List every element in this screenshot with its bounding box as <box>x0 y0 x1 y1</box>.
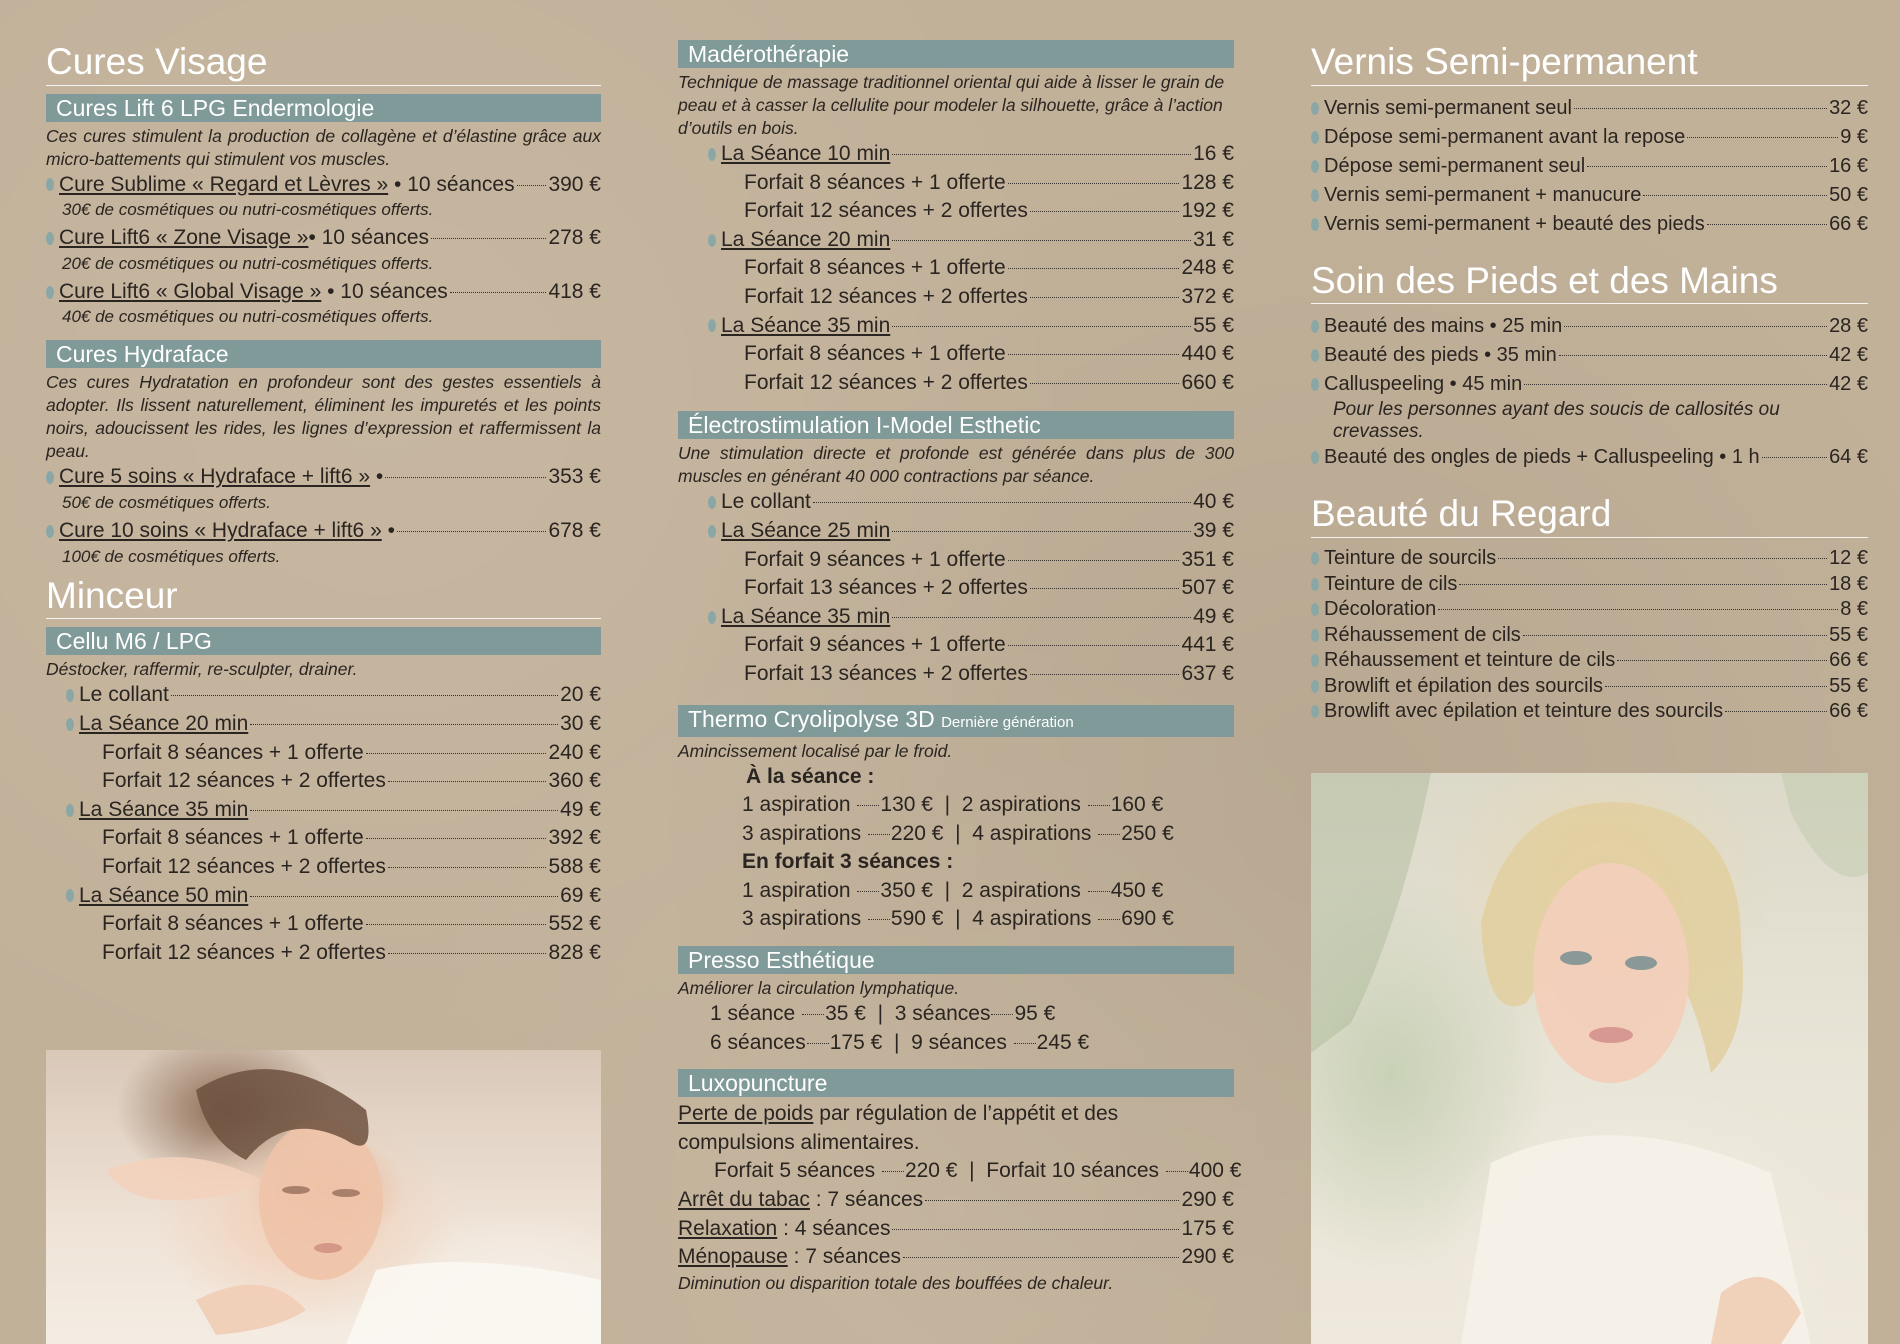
price-row: La Séance 35 min 49 € <box>46 796 601 825</box>
price-row: Ménopause : 7 séances 290 € <box>678 1245 1234 1269</box>
luxo-forfait-row: Forfait 5 séances 220 € | Forfait 10 séances 400 € <box>714 1159 1242 1183</box>
price-row: Beauté des pieds • 35 min 42 € <box>1311 341 1868 370</box>
column-left <box>46 38 601 967</box>
price-row: Réhaussement de cils 55 € <box>1311 623 1868 649</box>
price-row: Forfait 8 séances + 1 offerte 128 € <box>744 170 1234 194</box>
price-row: Dépose semi-permanent seul 16 € <box>1311 152 1868 181</box>
offer-note: 100€ de cosmétiques offerts. <box>62 546 281 566</box>
price-row: Cure 10 soins « Hydraface + lift6 » • 678 € <box>46 517 601 546</box>
offer-note: 20€ de cosmétiques ou nutri-cosmétiques offerts. <box>62 253 434 273</box>
bar-electrostimulation: Électrostimulation I-Model Esthetic <box>678 411 1234 439</box>
price-row: Décoloration 8 € <box>1311 597 1868 623</box>
price-row: Forfait 8 séances + 1 offerte 240 € <box>102 740 601 764</box>
price-row: La Séance 35 min 55 € <box>678 312 1234 341</box>
bar-cures-hydraface: Cures Hydraface <box>46 340 601 368</box>
presso-row: 1 séance 35 € | 3 séances 95 € <box>710 1002 1056 1026</box>
price-row: Vernis semi-permanent seul 32 € <box>1311 94 1868 123</box>
desc-cures-hydraface: Ces cures Hydratation en profondeur sont des gestes essentiels à adopter. Ils lissent naturellement, éliminent les impuretés et les points noirs, adoucissent les rides, les lignes d’expression et raffermissent la peau. <box>46 372 601 462</box>
price-row: Browlift avec épilation et teinture des sourcils 66 € <box>1311 699 1868 725</box>
price-row: Vernis semi-permanent + beauté des pieds 66 € <box>1311 210 1868 239</box>
price-row: La Séance 10 min 16 € <box>678 140 1234 169</box>
bar-thermo-cryolipolyse: Thermo Cryolipolyse 3D Dernière génération <box>678 705 1234 737</box>
section-title-beaute-regard: Beauté du Regard <box>1311 490 1868 538</box>
price-row: Forfait 8 séances + 1 offerte 552 € <box>102 912 601 936</box>
thermo-row: 3 aspirations 220 € | 4 aspirations 250 € <box>742 821 1174 845</box>
offer-note: 40€ de cosmétiques ou nutri-cosmétiques offerts. <box>62 307 434 327</box>
bar-cures-lift6: Cures Lift 6 LPG Endermologie <box>46 94 601 122</box>
thermo-heading-forfait: En forfait 3 séances : <box>742 850 954 874</box>
thermo-row: 1 aspiration 130 € | 2 aspirations 160 € <box>742 793 1164 817</box>
desc-thermo: Amincissement localisé par le froid. <box>678 740 953 761</box>
price-row: La Séance 50 min 69 € <box>46 882 601 911</box>
bar-presso-esthetique: Presso Esthétique <box>678 946 1234 974</box>
price-row: La Séance 35 min 49 € <box>678 603 1234 632</box>
price-row: Forfait 9 séances + 1 offerte 441 € <box>744 633 1234 657</box>
desc-maderotherapie: Technique de massage traditionnel oriental qui aide à lisser le grain de peau et à casser la cellulite pour modeler la silhouette, grâce à l’action d’outils en bois. <box>678 72 1225 138</box>
price-row: Relaxation : 4 séances 175 € <box>678 1216 1234 1240</box>
offer-note: 30€ de cosmétiques ou nutri-cosmétiques offerts. <box>62 200 434 220</box>
price-row: Forfait 8 séances + 1 offerte 440 € <box>744 342 1234 366</box>
price-row: Beauté des ongles de pieds + Calluspeeling • 1 h 64 € <box>1311 443 1868 472</box>
bar-maderotherapie: Madérothérapie <box>678 40 1234 68</box>
desc-presso: Améliorer la circulation lymphatique. <box>678 978 960 999</box>
section-title-minceur: Minceur <box>46 572 601 620</box>
price-row: Forfait 12 séances + 2 offertes 192 € <box>744 199 1234 223</box>
price-row: Dépose semi-permanent avant la repose 9 € <box>1311 123 1868 152</box>
price-row: Arrêt du tabac : 7 séances 290 € <box>678 1188 1234 1212</box>
price-row: La Séance 25 min 39 € <box>678 517 1234 546</box>
price-row: Cure 5 soins « Hydraface + lift6 » • 353 € <box>46 463 601 492</box>
luxo-perte-de-poids: Perte de poids par régulation de l’appétit et des compulsions alimentaires. <box>678 1102 1119 1154</box>
price-row: Forfait 12 séances + 2 offertes 360 € <box>102 769 601 793</box>
price-row: Le collant 20 € <box>46 681 601 710</box>
price-row: Forfait 13 séances + 2 offertes 507 € <box>744 576 1234 600</box>
desc-cures-lift6: Ces cures stimulent la production de collagène et d’élastine grâce aux micro-battements qui stimulent vos muscles. <box>46 125 601 169</box>
price-row: Réhaussement et teinture de cils 66 € <box>1311 648 1868 674</box>
price-row: Forfait 8 séances + 1 offerte 248 € <box>744 256 1234 280</box>
thermo-row: 3 aspirations 590 € | 4 aspirations 690 € <box>742 907 1174 931</box>
desc-electrostimulation: Une stimulation directe et profonde est générée dans plus de 300 muscles en générant 40 000 contractions par séance. <box>678 443 1234 487</box>
thermo-heading-seance: À la séance : <box>746 764 875 788</box>
thermo-row: 1 aspiration 350 € | 2 aspirations 450 € <box>742 878 1164 902</box>
price-row: Calluspeeling • 45 min 42 € <box>1311 370 1868 399</box>
column-right <box>1311 38 1868 725</box>
column-middle <box>678 40 1242 1295</box>
price-row: Beauté des mains • 25 min 28 € <box>1311 312 1868 341</box>
price-row: Cure Lift6 « Zone Visage »• 10 séances 278 € <box>46 224 601 253</box>
price-row: Vernis semi-permanent + manucure 50 € <box>1311 181 1868 210</box>
offer-note: 50€ de cosmétiques offerts. <box>62 493 271 513</box>
price-row: Cure Lift6 « Global Visage » • 10 séances 418 € <box>46 278 601 307</box>
price-row: Teinture de cils 18 € <box>1311 572 1868 598</box>
luxo-note: Diminution ou disparition totale des bouffées de chaleur. <box>678 1272 1114 1293</box>
section-title-vernis: Vernis Semi-permanent <box>1311 38 1868 86</box>
price-row: Forfait 12 séances + 2 offertes 828 € <box>102 940 601 964</box>
price-row: Le collant 40 € <box>678 488 1234 517</box>
desc-cellu-m6: Déstocker, raffermir, re-sculpter, drainer. <box>46 659 358 680</box>
price-row: Browlift et épilation des sourcils 55 € <box>1311 674 1868 700</box>
price-row: Forfait 8 séances + 1 offerte 392 € <box>102 826 601 850</box>
calluspeeling-note: Pour les personnes ayant des soucis de callosités ou crevasses. <box>1333 399 1780 443</box>
spa-facial-massage-photo <box>46 1050 601 1344</box>
price-row: Forfait 12 séances + 2 offertes 372 € <box>744 284 1234 308</box>
section-title-cures-visage: Cures Visage <box>46 38 601 86</box>
price-row: La Séance 20 min 31 € <box>678 226 1234 255</box>
bar-luxopuncture: Luxopuncture <box>678 1069 1234 1097</box>
section-title-soin-pieds-mains: Soin des Pieds et des Mains <box>1311 257 1868 305</box>
price-row: La Séance 20 min 30 € <box>46 710 601 739</box>
price-row: Forfait 12 séances + 2 offertes 588 € <box>102 854 601 878</box>
price-row: Teinture de sourcils 12 € <box>1311 546 1868 572</box>
blonde-woman-portrait-photo <box>1311 773 1868 1344</box>
presso-row: 6 séances 175 € | 9 séances 245 € <box>710 1030 1090 1054</box>
price-row: Cure Sublime « Regard et Lèvres » • 10 séances 390 € <box>46 171 601 200</box>
bar-cellu-m6: Cellu M6 / LPG <box>46 627 601 655</box>
price-row: Forfait 13 séances + 2 offertes 637 € <box>744 661 1234 685</box>
price-row: Forfait 12 séances + 2 offertes 660 € <box>744 370 1234 394</box>
price-row: Forfait 9 séances + 1 offerte 351 € <box>744 547 1234 571</box>
